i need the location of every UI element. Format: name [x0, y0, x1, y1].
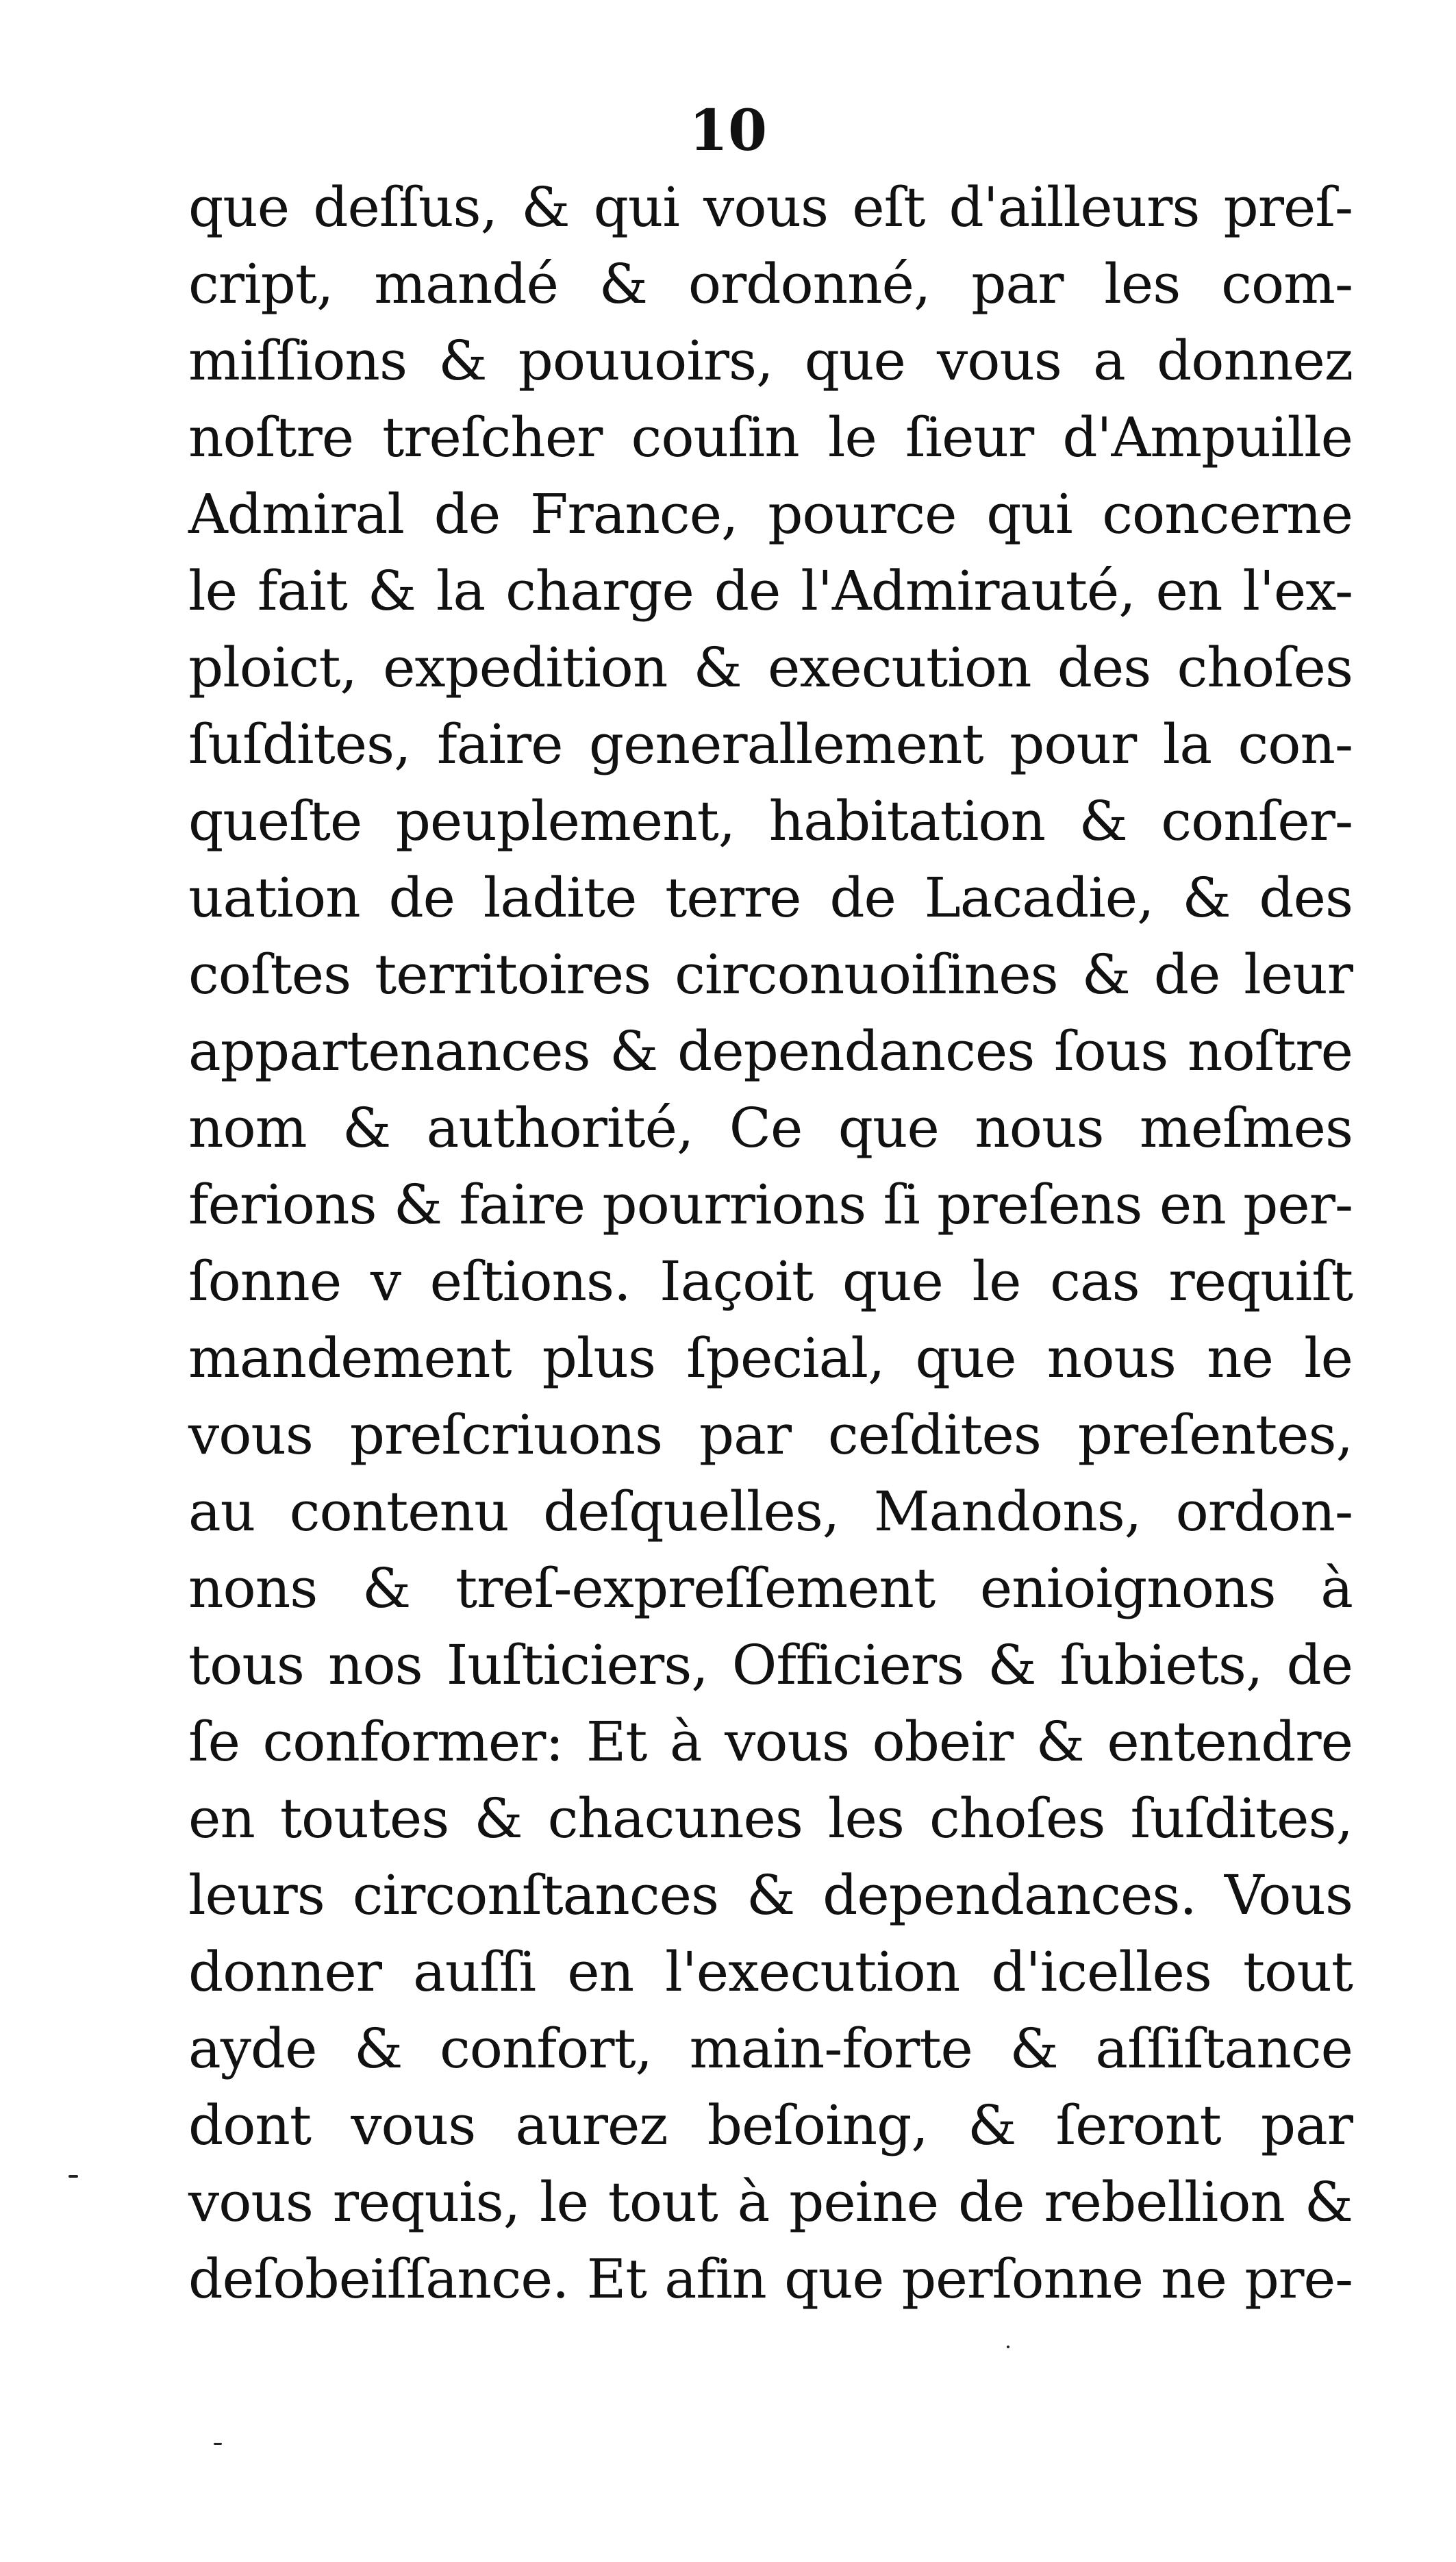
margin-mark [1007, 2346, 1009, 2348]
text-line: queſte peuplement, habitation & conſer- [188, 789, 1353, 853]
text-line: ſonne v eſtions. Iaçoit que le cas requiſt [188, 1249, 1353, 1313]
text-line: tous nos Iuſticiers, Officiers & ſubiets, de [188, 1633, 1353, 1697]
text-line: ferions & faire pourrions ſi preſens en per- [188, 1173, 1353, 1236]
text-line: ayde & confort, main-forte & aſſiſtance [188, 2017, 1353, 2080]
body-text [188, 169, 1353, 2317]
text-line: miſſions & pouuoirs, que vous a donnez [188, 329, 1353, 393]
page-number: 10 [688, 98, 768, 164]
text-line: appartenances & dependances ſous noſtre [188, 1019, 1353, 1083]
text-line: ploict, expedition & execution des choſes [188, 636, 1353, 699]
text-line: mandement plus ſpecial, que nous ne le [188, 1326, 1353, 1390]
text-line: en toutes & chacunes les choſes ſuſdites, [188, 1787, 1353, 1850]
text-line: vous requis, le tout à peine de rebellion & [188, 2170, 1353, 2234]
text-line: Admiral de France, pource qui concerne [188, 482, 1353, 546]
text-line: nons & treſ-expreſſement enioignons à [188, 1556, 1353, 1620]
text-line: deſobeiſſance. Et afin que perſonne ne pre- [188, 2248, 1353, 2311]
text-line: donner auſſi en l'execution d'icelles tout [188, 1940, 1353, 2004]
margin-mark [68, 2175, 78, 2178]
text-line: coſtes territoires circonuoiſines & de leur [188, 943, 1353, 1006]
margin-mark [214, 2443, 222, 2445]
text-line: leurs circonſtances & dependances. Vous [188, 1863, 1353, 1927]
text-line: vous preſcriuons par ceſdites preſentes, [188, 1403, 1353, 1467]
text-line: que deſſus, & qui vous eſt d'ailleurs preſ- [188, 175, 1353, 239]
text-line: cript, mandé & ordonné, par les com- [188, 252, 1353, 316]
text-line: ſuſdites, faire generallement pour la con- [188, 712, 1353, 776]
text-line: au contenu deſquelles, Mandons, ordon- [188, 1480, 1353, 1543]
text-line: dont vous aurez beſoing, & ſeront par [188, 2093, 1353, 2157]
text-line: le fait & la charge de l'Admirauté, en l'ex- [188, 559, 1353, 623]
text-line: uation de ladite terre de Lacadie, & des [188, 866, 1353, 930]
text-line: noſtre treſcher couſin le ſieur d'Ampuille [188, 406, 1353, 469]
text-line: ſe conformer: Et à vous obeir & entendre [188, 1710, 1353, 1774]
text-line: nom & authorité, Ce que nous meſmes [188, 1096, 1353, 1160]
